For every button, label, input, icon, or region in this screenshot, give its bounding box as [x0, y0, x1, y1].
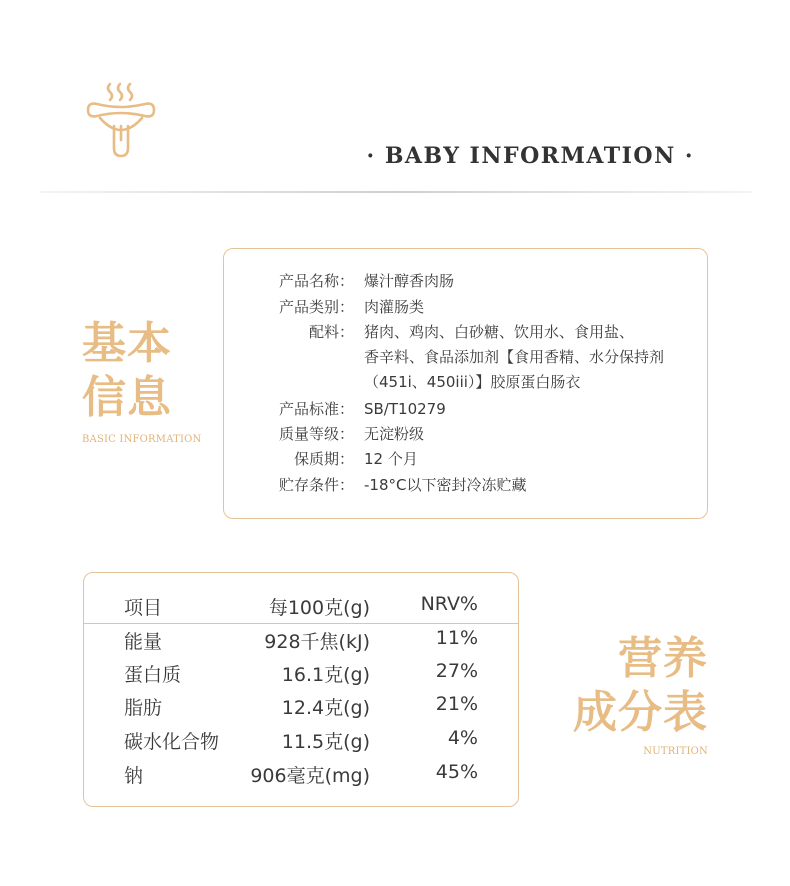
- info-label: 产品标准：: [278, 400, 354, 418]
- table-row: [84, 660, 518, 686]
- nutrient-name: 脂肪: [124, 697, 163, 719]
- nutrient-amount: 928千焦(kJ): [264, 631, 370, 653]
- table-divider: [84, 623, 518, 624]
- header-nrv: NRV%: [420, 593, 478, 615]
- nutrient-nrv: 45%: [435, 761, 478, 783]
- sausage-fork-icon: [80, 80, 162, 162]
- info-value: 猪肉、鸡肉、白砂糖、饮用水、食用盐、: [364, 323, 635, 341]
- header-item: 项目: [124, 597, 163, 619]
- nutrient-amount: 11.5克(g): [281, 731, 370, 753]
- page-title: · BABY INFORMATION ·: [366, 143, 694, 169]
- nutrient-amount: 906毫克(mg): [250, 765, 370, 787]
- info-value: SB/T10279: [364, 400, 446, 418]
- info-label: 配料：: [308, 323, 354, 341]
- nutrient-amount: 16.1克(g): [281, 664, 370, 686]
- nutrient-nrv: 27%: [435, 660, 478, 682]
- basic-title-line1: 基本: [82, 318, 172, 369]
- nutrient-nrv: 21%: [435, 693, 478, 715]
- header-divider: [40, 191, 752, 193]
- basic-subtitle: BASIC INFORMATION: [82, 434, 202, 445]
- nutrient-name: 蛋白质: [124, 664, 182, 686]
- table-row: [84, 761, 518, 787]
- info-label: 质量等级：: [278, 425, 354, 443]
- nutrient-name: 碳水化合物: [124, 731, 220, 753]
- basic-title-line2: 信息: [82, 372, 172, 423]
- table-row: [84, 627, 518, 653]
- header-per100g: 每100克(g): [268, 597, 370, 619]
- nutrient-nrv: 11%: [435, 627, 478, 649]
- info-label: 保质期：: [293, 450, 354, 468]
- info-value: 12 个月: [364, 450, 418, 468]
- table-row: [84, 693, 518, 719]
- basic-title: [82, 317, 172, 425]
- basic-info-card: [223, 248, 708, 519]
- info-value: 肉灌肠类: [364, 298, 425, 316]
- nutrient-name: 能量: [124, 631, 163, 653]
- info-value: -18°C以下密封冷冻贮藏: [364, 476, 527, 494]
- table-header: [84, 593, 518, 619]
- nutrition-title-line1: 营养: [618, 633, 708, 684]
- nutrient-name: 钠: [124, 765, 144, 787]
- info-value: （451i、450iii）】胶原蛋白肠衣: [364, 373, 581, 391]
- info-label: 贮存条件：: [278, 476, 354, 494]
- info-label: 产品类别：: [278, 298, 354, 316]
- info-value: 无淀粉级: [364, 425, 425, 443]
- info-value: 爆汁醇香肉肠: [364, 272, 455, 290]
- info-label: 产品名称：: [278, 272, 354, 290]
- table-row: [84, 727, 518, 753]
- nutrient-amount: 12.4克(g): [281, 697, 370, 719]
- nutrient-nrv: 4%: [447, 727, 478, 749]
- nutrition-title-line2: 成分表: [573, 687, 708, 738]
- nutrition-title: [573, 632, 708, 740]
- info-value: 香辛料、食品添加剂【食用香精、水分保持剂: [364, 348, 665, 366]
- nutrition-subtitle: NUTRITION: [643, 746, 708, 757]
- nutrition-table: [83, 572, 519, 807]
